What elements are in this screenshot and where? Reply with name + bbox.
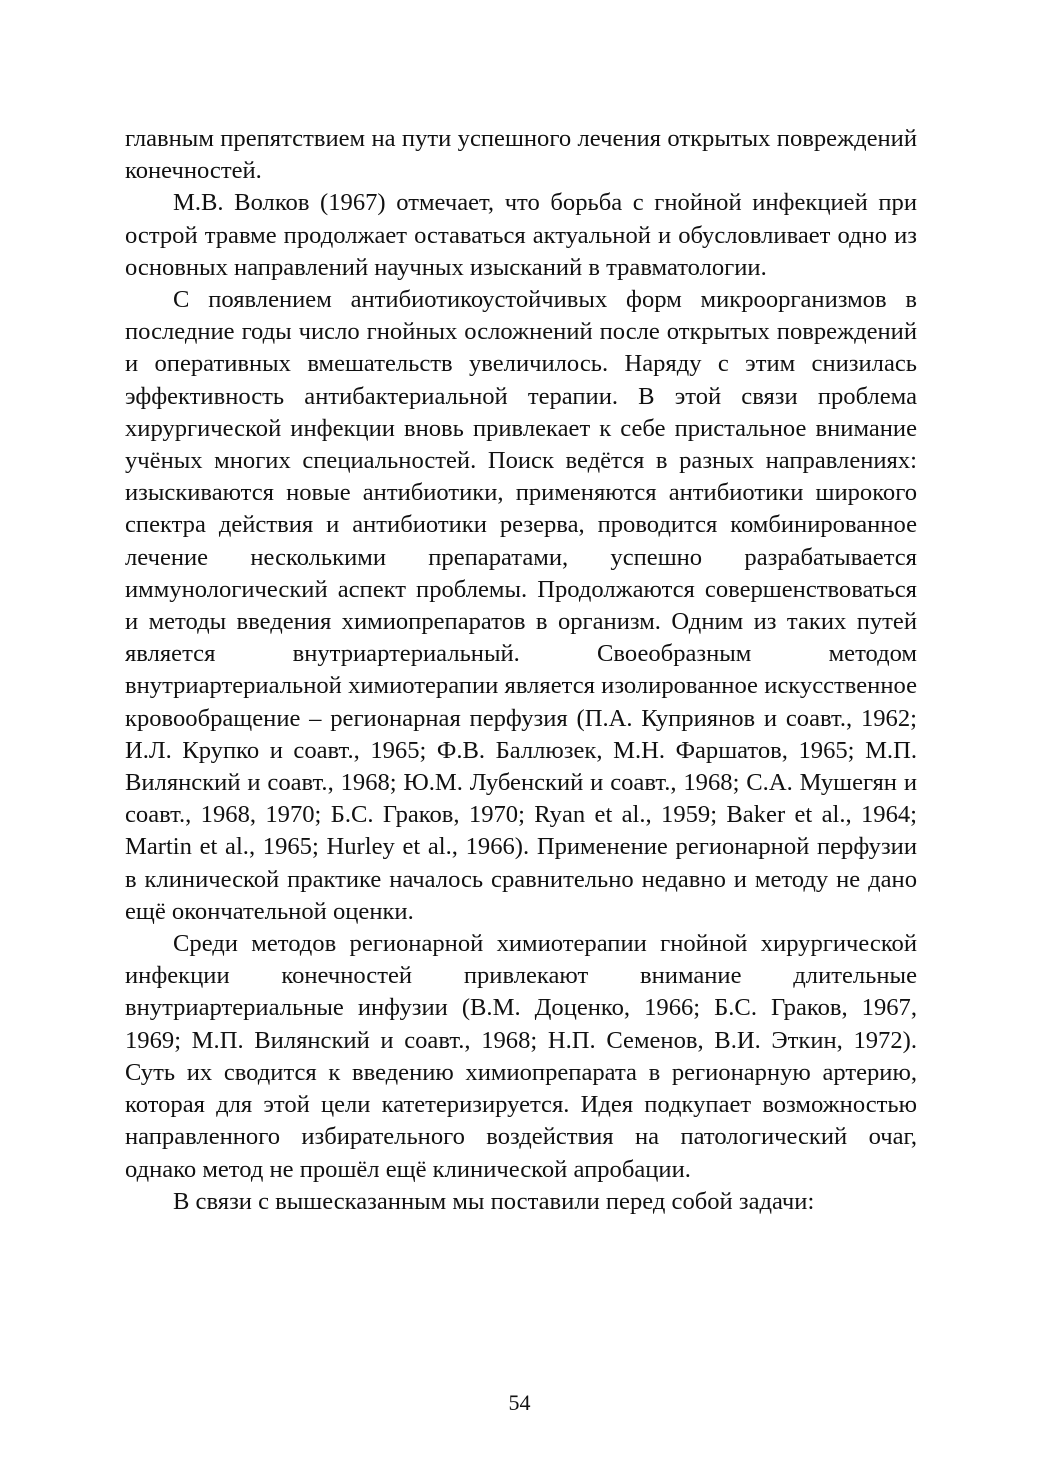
page-body bbox=[125, 123, 917, 1218]
paragraph-regional-chemotherapy: Среди методов регионарной химиотерапии гнойной хирургической инфекции конечностей привлекают внимание длительные внутриартериальные инфузии (В.М. Доценко, 1966; Б.С. Граков, 1967, 1969; М.П. Вилянский и соавт., 1968; Н.П. Семенов, В.И. Эткин, 1972). Суть их сводится к введению химиопрепарата в регионарную артерию, которая для этой цели катетеризируется. Идея подкупает возможностью направленного избирательного воздействия на патологический очаг, однако метод не прошёл ещё клинической апробации. bbox=[125, 930, 917, 1183]
page-number: 54 bbox=[508, 1390, 531, 1415]
paragraph-tasks-intro: В связи с вышесказанным мы поставили перед собой задачи: bbox=[173, 1187, 815, 1215]
paragraph-volkov: М.В. Волков (1967) отмечает, что борьба с гнойной инфекцией при острой травме продолжает оставаться актуальной и обусловливает одно из основных направлений научных изысканий в травматологии. bbox=[125, 189, 917, 281]
paragraph-continuation: главным препятствием на пути успешного лечения открытых повреждений конечностей. bbox=[125, 125, 917, 185]
paragraph-antibiotic-resistance: С появлением антибиотикоустойчивых форм микроорганизмов в последние годы число гнойных осложнений после открытых повреждений и оперативных вмешательств увеличилось. Наряду с этим снизилась эффективность антибактериальной терапии. В этой связи проблема хирургической инфекции вновь привлекает к себе пристальное внимание учёных многих специальностей. Поиск ведётся в разных направлениях: изыскиваются новые антибиотики, применяются антибиотики широкого спектра действия и антибиотики резерва, проводится комбинированное лечение несколькими препаратами, успешно разрабатывается иммунологический аспект проблемы. Продолжаются совершенствоваться и методы введения химиопрепаратов в организм. Одним из таких путей является внутриартериальный. Своеобразным методом внутриартериальной химиотерапии является изолированное искусственное кровообращение – регионарная перфузия (П.А. Куприянов и соавт., 1962; И.Л. Крупко и соавт., 1965; Ф.В. Баллюзек, М.Н. Фаршатов, 1965; М.П. Вилянский и соавт., 1968; Ю.М. Лубенский и соавт., 1968; С.А. Мушегян и соавт., 1968, 1970; Б.С. Граков, 1970; Ryan et al., 1959; Baker et al., 1964; Martin et al., 1965; Hurley et al., 1966). Применение регионарной перфузии в клинической практике началось сравнительно недавно и методу не дано ещё окончательной оценки. bbox=[125, 286, 917, 925]
